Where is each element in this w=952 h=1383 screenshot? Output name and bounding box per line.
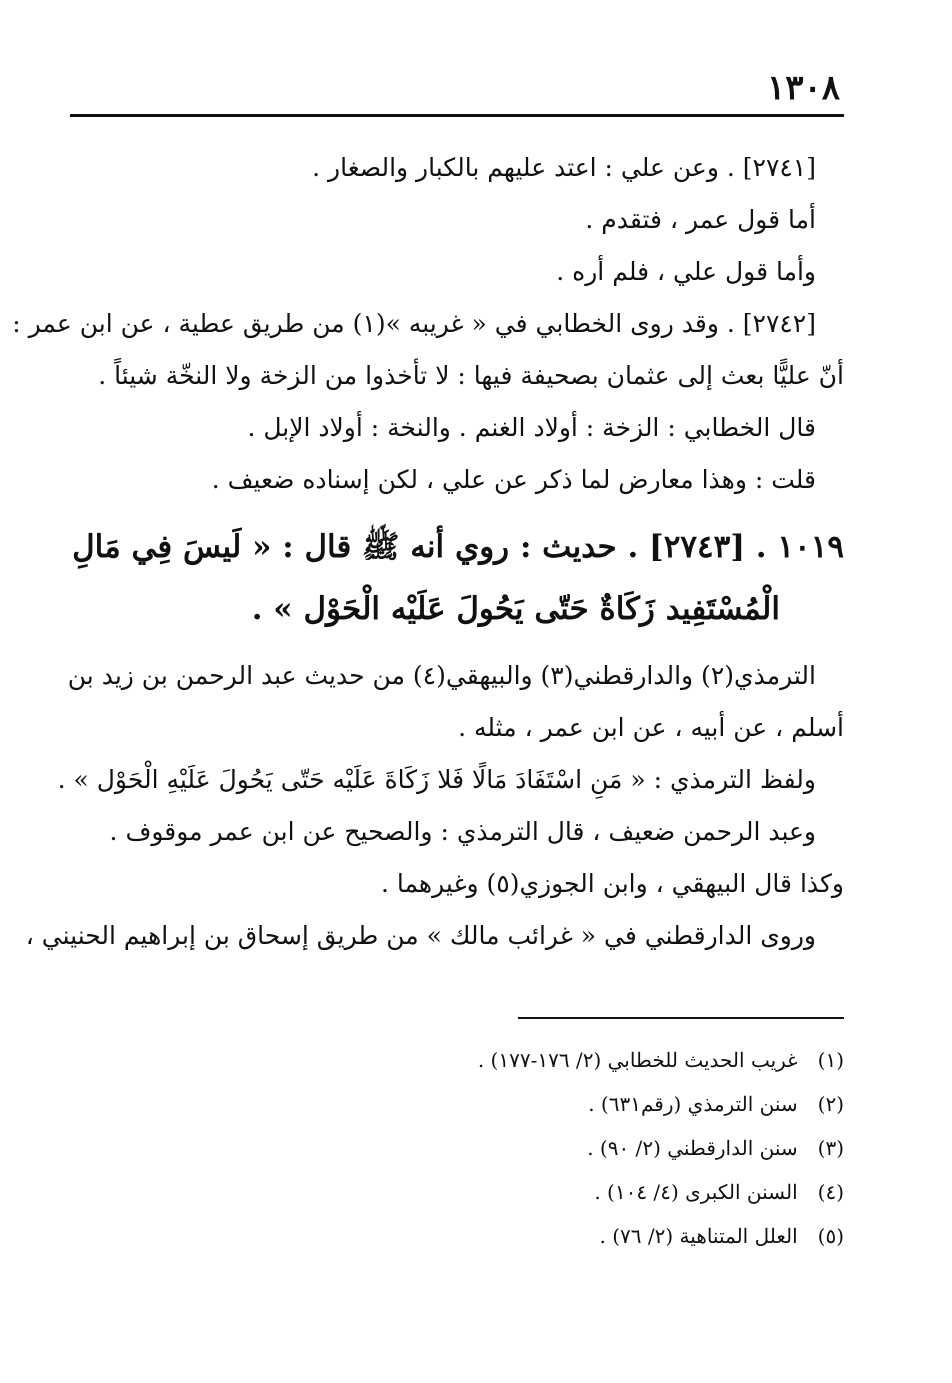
paragraph-line: قال الخطابي : الزخة : أولاد الغنم . والنخة : أولاد الإبل . <box>247 413 816 442</box>
hadith-heading <box>74 516 844 640</box>
footnote <box>104 1126 844 1170</box>
paragraph-line: وروى الدارقطني في « غرائب مالك » من طريق إسحاق بن إبراهيم الحنيني ، <box>25 921 816 950</box>
footnote-text: سنن الترمذي (رقم٦٣١) . <box>588 1092 798 1116</box>
hadith-heading-line: الْمُسْتَفِيد زَكَاةٌ حَتّى يَحُولَ عَلَيْه الْحَوْل » . <box>251 591 780 627</box>
paragraph-line: قلت : وهذا معارض لما ذكر عن علي ، لكن إسناده ضعيف . <box>211 465 816 494</box>
paragraph-line: أنّ عليًّا بعث إلى عثمان بصحيفة فيها : لا تأخذوا من الزخة ولا النخّة شيئاً . <box>98 361 844 390</box>
footnote <box>104 1038 844 1082</box>
footnote-number: (٤) <box>817 1180 844 1204</box>
footnote-text: السنن الكبرى (٤/ ١٠٤) . <box>594 1180 798 1204</box>
paragraph-line: ولفظ الترمذي : « مَنِ اسْتَفَادَ مَالًا فَلا زَكَاةَ عَلَيْه حَتّى يَحُولَ عَلَيْهِ الْحَوْل » . <box>57 765 816 794</box>
main-text <box>12 142 844 962</box>
hadith-heading-line: ١٠١٩ . [٢٧٤٣] . حديث : روي أنه ﷺ قال : « لَيسَ فِي مَالِ <box>72 529 844 565</box>
footnote-text: غريب الحديث للخطابي (٢/ ١٧٦-١٧٧) . <box>477 1048 798 1072</box>
paragraph-line: أما قول عمر ، فتقدم . <box>585 205 816 234</box>
footnote-text: سنن الدارقطني (٢/ ٩٠) . <box>587 1136 798 1160</box>
footnote <box>104 1082 844 1126</box>
footnote-text: العلل المتناهية (٢/ ٧٦) . <box>599 1224 798 1248</box>
footnote-number: (٥) <box>817 1224 844 1248</box>
footnote-number: (٢) <box>817 1092 844 1116</box>
footnote <box>104 1170 844 1214</box>
footnote-number: (١) <box>817 1048 844 1072</box>
paragraph-line: وكذا قال البيهقي ، وابن الجوزي(٥) وغيرهما . <box>380 869 844 898</box>
footnote-number: (٣) <box>817 1136 844 1160</box>
paragraph-line: وأما قول علي ، فلم أره . <box>556 257 816 286</box>
paragraph-line: الترمذي(٢) والدارقطني(٣) والبيهقي(٤) من حديث عبد الرحمن بن زيد بن <box>67 661 816 690</box>
header-rule <box>70 114 844 117</box>
paragraph-line: وعبد الرحمن ضعيف ، قال الترمذي : والصحيح عن ابن عمر موقوف . <box>109 817 816 846</box>
page-number: ١٣٠٨ <box>766 68 840 108</box>
footnotes <box>104 1038 844 1258</box>
paragraph-line: [٢٧٤٢] . وقد روى الخطابي في « غريبه »(١) من طريق عطية ، عن ابن عمر : <box>12 309 816 338</box>
paragraph-line: [٢٧٤١] . وعن علي : اعتد عليهم بالكبار والصغار . <box>312 153 816 182</box>
footnote-separator <box>518 1017 844 1019</box>
paragraph-line: أسلم ، عن أبيه ، عن ابن عمر ، مثله . <box>458 713 844 742</box>
footnote <box>104 1214 844 1258</box>
